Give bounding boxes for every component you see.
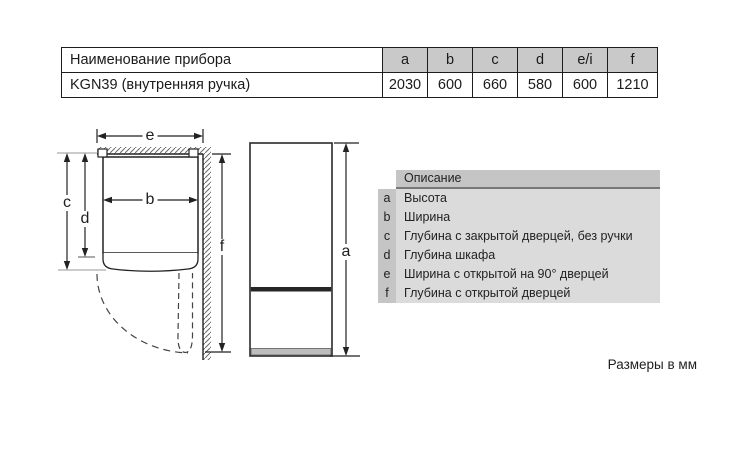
legend-row-e (378, 265, 660, 284)
legend-row-b (378, 208, 660, 227)
legend-desc: Ширина с открытой на 90° дверцей (396, 265, 660, 284)
value-f-cell: 1210 (608, 73, 658, 98)
legend-key: c (378, 227, 396, 246)
hinge-right (189, 149, 198, 157)
model-name-cell: KGN39 (внутренняя ручка) (62, 73, 383, 98)
value-b-cell: 600 (428, 73, 473, 98)
label-a: a (339, 244, 354, 260)
legend-desc: Ширина (396, 208, 660, 227)
dimensions-unit-note: Размеры в мм (607, 357, 697, 372)
legend-desc: Глубина с открытой дверцей (396, 284, 660, 303)
col-header-c: c (473, 48, 518, 73)
legend-row-a (378, 189, 660, 208)
plinth (251, 349, 331, 356)
legend-header-row (378, 170, 660, 189)
col-header-b: b (428, 48, 473, 73)
label-b: b (143, 192, 158, 208)
col-header-a: a (383, 48, 428, 73)
label-e: e (143, 128, 158, 144)
legend-desc: Глубина шкафа (396, 246, 660, 265)
value-ei-cell: 600 (563, 73, 608, 98)
dimensions-table (61, 47, 658, 98)
legend-desc: Глубина с закрытой дверцей, без ручки (396, 227, 660, 246)
table-header-row (62, 48, 658, 73)
label-d: d (78, 211, 93, 227)
col-header-name: Наименование прибора (62, 48, 383, 73)
col-header-f: f (608, 48, 658, 73)
label-c: c (60, 195, 74, 211)
legend-key: d (378, 246, 396, 265)
col-header-ei: e/i (563, 48, 608, 73)
col-header-d: d (518, 48, 563, 73)
legend-key: e (378, 265, 396, 284)
legend-key: a (378, 189, 396, 208)
legend-header-spacer (378, 170, 396, 189)
table-row (62, 73, 658, 98)
dimension-d (82, 153, 88, 257)
top-view-diagram (55, 123, 235, 368)
value-a-cell: 2030 (383, 73, 428, 98)
open-door-outline (178, 273, 193, 353)
door-swing-arc (97, 273, 193, 353)
legend-row-c (378, 227, 660, 246)
label-f: f (217, 239, 227, 255)
value-d-cell: 580 (518, 73, 563, 98)
legend-desc: Высота (396, 189, 660, 208)
legend-row-d (378, 246, 660, 265)
legend-key: b (378, 208, 396, 227)
fridge-top-view (98, 149, 198, 271)
value-c-cell: 660 (473, 73, 518, 98)
legend-title: Описание (396, 170, 660, 189)
legend-key: f (378, 284, 396, 303)
fridge-front-view (250, 143, 332, 356)
closed-door (103, 253, 198, 271)
compartment-divider (251, 287, 331, 292)
dimension-c (64, 153, 70, 270)
hinge-left (98, 149, 107, 157)
legend (378, 170, 660, 303)
legend-row-f (378, 284, 660, 303)
